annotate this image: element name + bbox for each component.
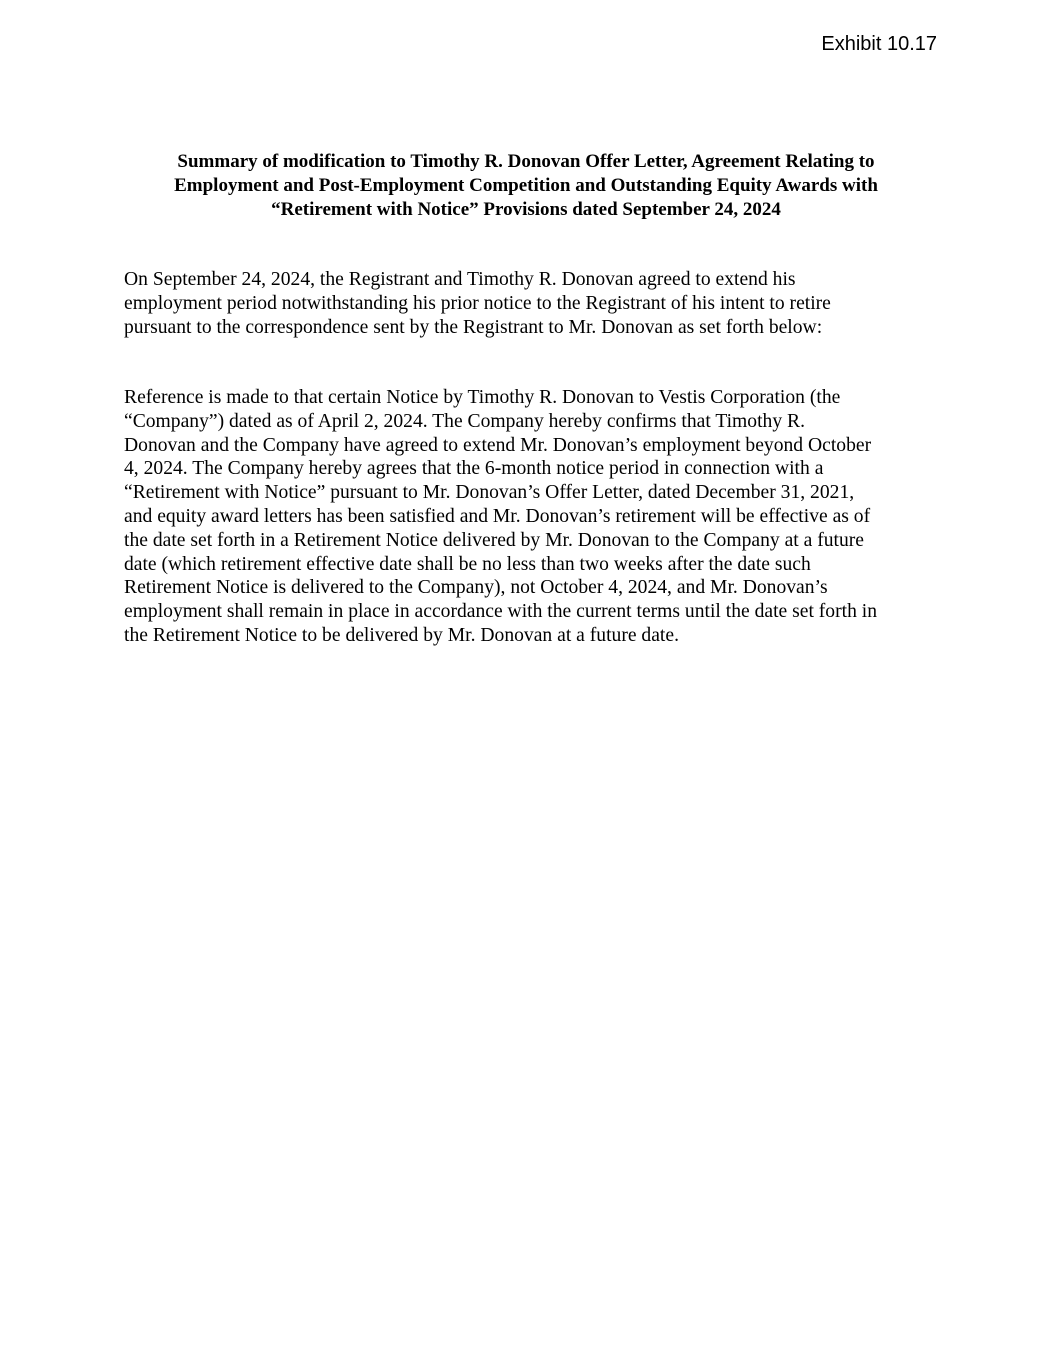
exhibit-label: Exhibit 10.17: [821, 33, 937, 55]
notice-paragraph: Reference is made to that certain Notice by Timothy R. Donovan to Vestis Corporation (the “Company”) dated as of April 2, 2024. The Company hereby confirms that Timothy R. Donovan and the Company have agreed to extend Mr. Donovan’s employment beyond October 4, 2024. The Company hereby agrees that the 6-month notice period in connection with a “Retirement with Notice” pursuant to Mr. Donovan’s Offer Letter, dated December 31, 2021, and equity award letters has been satisfied and Mr. Donovan’s retirement will be effective as of the date set forth in a Retirement Notice delivered by Mr. Donovan to the Company at a future date (which retirement effective date shall be no less than two weeks after the date such Retirement Notice is delivered to the Company), not October 4, 2024, and Mr. Donovan’s employment shall remain in place in accordance with the current terms until the date set forth in the Retirement Notice to be delivered by Mr. Donovan at a future date.: [124, 387, 878, 646]
intro-paragraph: On September 24, 2024, the Registrant and Timothy R. Donovan agreed to extend his employment period notwithstanding his prior notice to the Registrant of his intent to retire pursuant to the correspondence sent by the Registrant to Mr. Donovan as set forth below:: [124, 269, 831, 338]
document-title: Summary of modification to Timothy R. Donovan Offer Letter, Agreement Relating to Employment and Post-Employment Competition and Outstanding Equity Awards with “Retirement with Notice” Provisions dated September 24, 2024: [174, 151, 878, 220]
